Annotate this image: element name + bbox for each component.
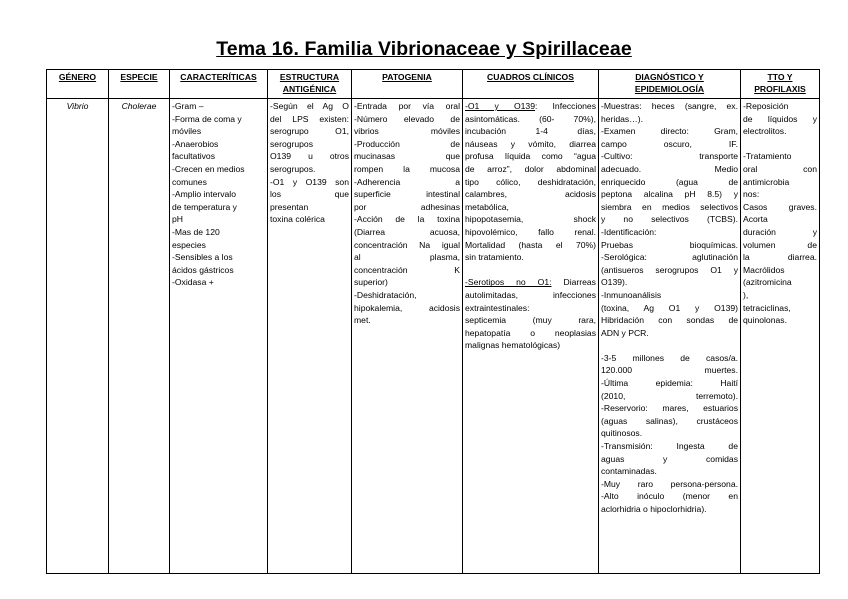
text-line: -Amplio intervalo <box>172 189 236 200</box>
text-line: -Adherencia a <box>354 176 460 187</box>
text-line: calambres, acidosis <box>465 189 596 200</box>
text-line: tipo cólico, deshidratación, <box>465 176 596 187</box>
text-line: -Identificación: <box>601 226 657 237</box>
text-line: ácidos gástricos <box>172 264 234 275</box>
text-line: -Transmisión: Ingesta de <box>601 441 738 452</box>
text-line: campo oscuro, IF. <box>601 138 738 149</box>
text-line: aguas y comidas <box>601 453 738 464</box>
text-line: heridas…). <box>601 113 644 124</box>
cell-cuadros <box>463 99 599 574</box>
header-especie: ESPECIE <box>109 70 170 99</box>
text-line: la diarrea. <box>743 252 817 263</box>
text-line: ADN y PCR. <box>601 327 649 338</box>
text-line: -Muestras: heces (sangre, ex. <box>601 101 738 111</box>
text-line: vibrios móviles <box>354 126 460 137</box>
text-line: -Mas de 120 <box>172 226 220 237</box>
text-line: concentración K <box>354 264 460 275</box>
text-line: Mortalidad (hasta el 70%) <box>465 239 596 250</box>
text-line: -O1 y O139 son <box>270 176 349 187</box>
text-line: -3-5 millones de casos/a. <box>601 352 738 363</box>
text-line: quitinosos. <box>601 428 643 439</box>
text-line: -Deshidratación, <box>354 289 417 300</box>
text-line: hipopotasemia, shock <box>465 214 596 225</box>
text-line: -Acción de la toxina <box>354 214 460 225</box>
text-line: (azitromicina <box>743 277 792 288</box>
text-line: hipovolémico, fallo renal. <box>465 226 596 237</box>
text-line: rompen la mucosa <box>354 163 460 174</box>
text-line: asintomáticas. (60- 70%), <box>465 113 596 124</box>
spacer <box>465 264 596 277</box>
cell-genero: Vibrio <box>47 99 109 574</box>
text-line: 120.000 muertes. <box>601 365 738 376</box>
text-line: presentan <box>270 201 309 212</box>
text-line: superior) <box>354 277 388 288</box>
text-line: serogrupo O1, <box>270 126 349 137</box>
text-line: O139). <box>601 277 628 288</box>
cuadros-no-o1-first: Diarreas <box>551 277 596 288</box>
text-line: metabólica, <box>465 201 509 212</box>
text-line: hepatopatía o neoplasias <box>465 327 596 338</box>
text-line: electrolitos. <box>743 126 787 137</box>
text-line: náuseas y vómito, diarrea <box>465 138 596 149</box>
header-row <box>47 70 820 99</box>
text-line: hipokalemia, acidosis <box>354 302 460 313</box>
content-table <box>46 69 820 574</box>
text-line: de temperatura y <box>172 201 237 212</box>
tto-reposicion-text <box>743 100 817 138</box>
cell-diagnostico <box>599 99 741 574</box>
cuadros-o1-text <box>465 113 596 264</box>
cell-caracteristicas <box>170 99 268 574</box>
cuadros-o1-label: -O1 y O139 <box>465 101 535 111</box>
cuadros-o1-first: : Infecciones <box>534 101 596 111</box>
text-line: antimicrobia <box>743 176 790 187</box>
header-estructura-line1: ESTRUCTURA <box>279 72 340 82</box>
text-line: -Examen directo: Gram, <box>601 126 738 137</box>
text-line: de líquidos y <box>743 113 817 124</box>
text-line: -Entrada por vía oral <box>354 101 460 111</box>
cell-patogenia <box>352 99 463 574</box>
text-line: (2010, terremoto). <box>601 390 738 401</box>
text-line: -Crecen en medios <box>172 163 245 174</box>
epidemiologia-text <box>601 352 738 516</box>
text-line: profusa líquida como “agua <box>465 151 596 162</box>
text-line: pH <box>172 214 183 225</box>
header-estructura <box>268 70 352 99</box>
cell-estructura <box>268 99 352 574</box>
text-line: Casos graves. <box>743 201 817 212</box>
header-estructura-line2: ANTIGÉNICA <box>282 83 337 94</box>
text-line: nos: <box>743 189 760 200</box>
text-line: superficie intestinal <box>354 189 460 200</box>
text-line: oral con <box>743 163 817 174</box>
text-line: mucinasas que <box>354 151 460 162</box>
header-diagnostico <box>599 70 741 99</box>
text-line: -Tratamiento <box>743 151 792 162</box>
spacer <box>601 339 738 352</box>
text-line: Hibridación con sondas de <box>601 315 738 326</box>
text-line: al plasma, <box>354 252 460 263</box>
text-line: Macrólidos <box>743 264 785 275</box>
text-line: (aguas salinas), crustáceos <box>601 415 738 426</box>
cell-especie: Cholerae <box>109 99 170 574</box>
text-line: Acorta <box>743 214 768 225</box>
text-line: (toxina, Ag O1 y O139) <box>601 302 738 313</box>
header-caracteristicas: CARACTERÍTICAS <box>170 70 268 99</box>
text-line: especies <box>172 239 206 250</box>
text-line: tetraciclinas, <box>743 302 791 313</box>
text-line: -Serológica: aglutinación <box>601 252 738 263</box>
text-line: -Cultivo: transporte <box>601 151 738 162</box>
text-line: -Anaerobios <box>172 138 219 149</box>
diagnostico-text <box>601 100 738 339</box>
text-line: siembra en medios selectivos <box>601 201 738 212</box>
header-tto-line2: PROFILAXIS <box>754 83 806 94</box>
text-line: sin tratamiento. <box>465 252 524 263</box>
text-line: incubación 1-4 días, <box>465 126 596 137</box>
text-line: -Producción de <box>354 138 460 149</box>
header-tto-line1: TTO Y <box>767 72 793 82</box>
text-line: met. <box>354 315 371 326</box>
text-line: -Sensibles a los <box>172 252 233 263</box>
text-line: -Reservorio: mares, estuarios <box>601 403 738 414</box>
text-line: ), <box>743 289 749 300</box>
cuadros-o1-heading <box>465 100 596 113</box>
text-line: del LPS existen: <box>270 113 349 124</box>
text-line: facultativos <box>172 151 215 162</box>
text-line: y no selectivos (TCBS). <box>601 214 738 225</box>
text-line: móviles <box>172 126 202 137</box>
header-diagnostico-line2: EPIDEMIOLOGÍA <box>634 83 705 94</box>
text-line: quinolonas. <box>743 315 787 326</box>
text-line: enriquecido (agua de <box>601 176 738 187</box>
page-title: Tema 16. Familia Vibrionaceae y Spirillaceae <box>216 38 632 60</box>
text-line: comunes <box>172 176 207 187</box>
text-line: malignas hematológicas) <box>465 340 561 351</box>
cuadros-no-o1-text <box>465 289 596 352</box>
text-line: -Número elevado de <box>354 113 460 124</box>
header-genero: GÉNERO <box>47 70 109 99</box>
text-line: serogrupos. <box>270 163 316 174</box>
tto-tratamiento-text <box>743 150 817 326</box>
cuadros-no-o1-heading <box>465 276 596 289</box>
text-line: autolimitadas, infecciones <box>465 289 596 300</box>
text-line: toxina colérica <box>270 214 325 225</box>
header-cuadros: CUADROS CLÍNICOS <box>463 70 599 99</box>
text-line: -Inmunoanálisis <box>601 289 662 300</box>
text-line: -Última epidemia: Haití <box>601 378 738 389</box>
text-line: -Según el Ag O <box>270 101 349 111</box>
text-line: (antisueros serogrupos O1 y <box>601 264 738 275</box>
text-line: aclorhidria o hipoclorhidria). <box>601 504 707 514</box>
text-line: extraintestinales: <box>465 302 530 313</box>
text-line: -Reposición <box>743 101 789 111</box>
text-line: volumen de <box>743 239 817 250</box>
text-line: de arroz”, dolor abdominal <box>465 163 596 174</box>
cell-tto <box>741 99 820 574</box>
text-line: -Forma de coma y <box>172 113 242 124</box>
text-line: -Gram – <box>172 101 204 111</box>
cuadros-no-o1-label: -Serotipos no O1: <box>465 277 552 288</box>
spacer <box>743 138 817 151</box>
text-line: los que <box>270 189 349 200</box>
text-line: -Alto inóculo (menor en <box>601 491 738 502</box>
header-tto <box>741 70 820 99</box>
header-patogenia: PATOGENIA <box>352 70 463 99</box>
text-line: duración y <box>743 226 817 237</box>
text-line: septicemia (muy rara, <box>465 315 596 326</box>
table-row <box>47 99 820 574</box>
text-line: -Muy raro persona-persona. <box>601 478 738 489</box>
text-line: O139 u otros <box>270 151 349 162</box>
text-line: concentración Na igual <box>354 239 460 250</box>
text-line: por adhesinas <box>354 201 460 212</box>
header-diagnostico-line1: DIAGNÓSTICO Y <box>635 72 704 82</box>
text-line: (Diarrea acuosa, <box>354 226 460 237</box>
text-line: Pruebas bioquímicas. <box>601 239 738 250</box>
text-line: contaminadas. <box>601 466 657 477</box>
text-line: -Oxidasa + <box>172 277 214 288</box>
text-line: adecuado. Medio <box>601 163 738 174</box>
text-line: serogrupos <box>270 138 313 149</box>
text-line: peptona alcalina pH 8.5) y <box>601 189 738 200</box>
